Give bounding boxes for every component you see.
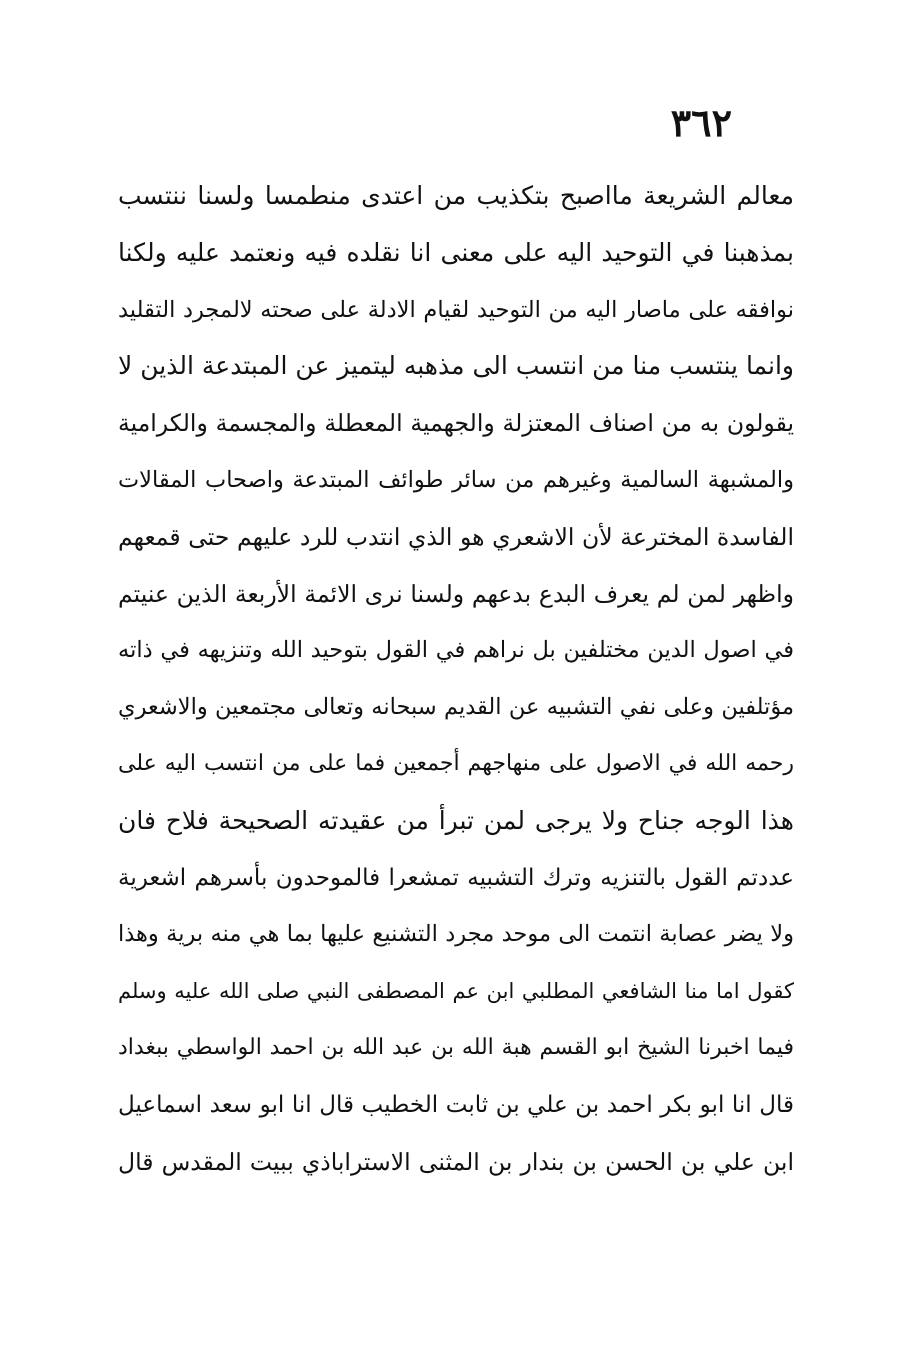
- text-line: بمذهبنا في التوحيد اليه على معنى انا نقلده فيه ونعتمد عليه ولكنا: [118, 237, 794, 267]
- page-number: ٣٦٢: [670, 100, 732, 145]
- text-line: في اصول الدين مختلفين بل نراهم في القول بتوحيد الله وتنزيهه في ذاته: [118, 637, 794, 664]
- body-text: [118, 168, 794, 1190]
- text-line: نوافقه على ماصار اليه من التوحيد لقيام الادلة على صحته لالمجرد التقليد: [118, 296, 794, 323]
- text-line: يقولون به من اصناف المعتزلة والجهمية المعطلة والمجسمة والكرامية: [118, 409, 794, 438]
- text-line: وانما ينتسب منا من انتسب الى مذهبه ليتميز عن المبتدعة الذين لا: [118, 351, 794, 381]
- text-line: الفاسدة المخترعة لأن الاشعري هو الذي انتدب للرد عليهم حتى قمعهم: [118, 522, 794, 551]
- text-line: والمشبهة السالمية وغيرهم من سائر طوائف المبتدعة واصحاب المقالات: [118, 466, 794, 493]
- text-line: فيما اخبرنا الشيخ ابو القسم هبة الله بن عبد الله بن احمد الواسطي ببغداد: [118, 1034, 794, 1060]
- text-line: كقول اما منا الشافعي المطلبي ابن عم المصطفى النبي صلى الله عليه وسلم: [118, 979, 794, 1004]
- text-line: مؤتلفين وعلى نفي التشبيه عن القديم سبحانه وتعالى مجتمعين والاشعري: [118, 694, 794, 721]
- text-line: عددتم القول بالتنزيه وترك التشبيه تمشعرا فالموحدون بأسرهم اشعرية: [118, 864, 794, 891]
- text-line: قال انا ابو بكر احمد بن علي بن ثابت الخطيب قال انا ابو سعد اسماعيل: [118, 1091, 794, 1118]
- text-line: ولا يضر عصابة انتمت الى موحد مجرد التشنيع عليها بما هي منه برية وهذا: [118, 921, 794, 948]
- text-line: واظهر لمن لم يعرف البدع بدعهم ولسنا نرى الائمة الأربعة الذين عنيتم: [118, 579, 794, 608]
- text-line: معالم الشريعة مااصبح بتكذيب من اعتدى منطمسا ولسنا ننتسب: [118, 181, 794, 210]
- text-line: ابن علي بن الحسن بن بندار بن المثنى الاستراباذي ببيت المقدس قال: [118, 1147, 794, 1176]
- text-line: هذا الوجه جناح ولا يرجى لمن تبرأ من عقيدته الصحيحة فلاح فان: [118, 805, 794, 835]
- text-line: رحمه الله في الاصول على منهاجهم أجمعين فما على من انتسب اليه على: [118, 750, 794, 776]
